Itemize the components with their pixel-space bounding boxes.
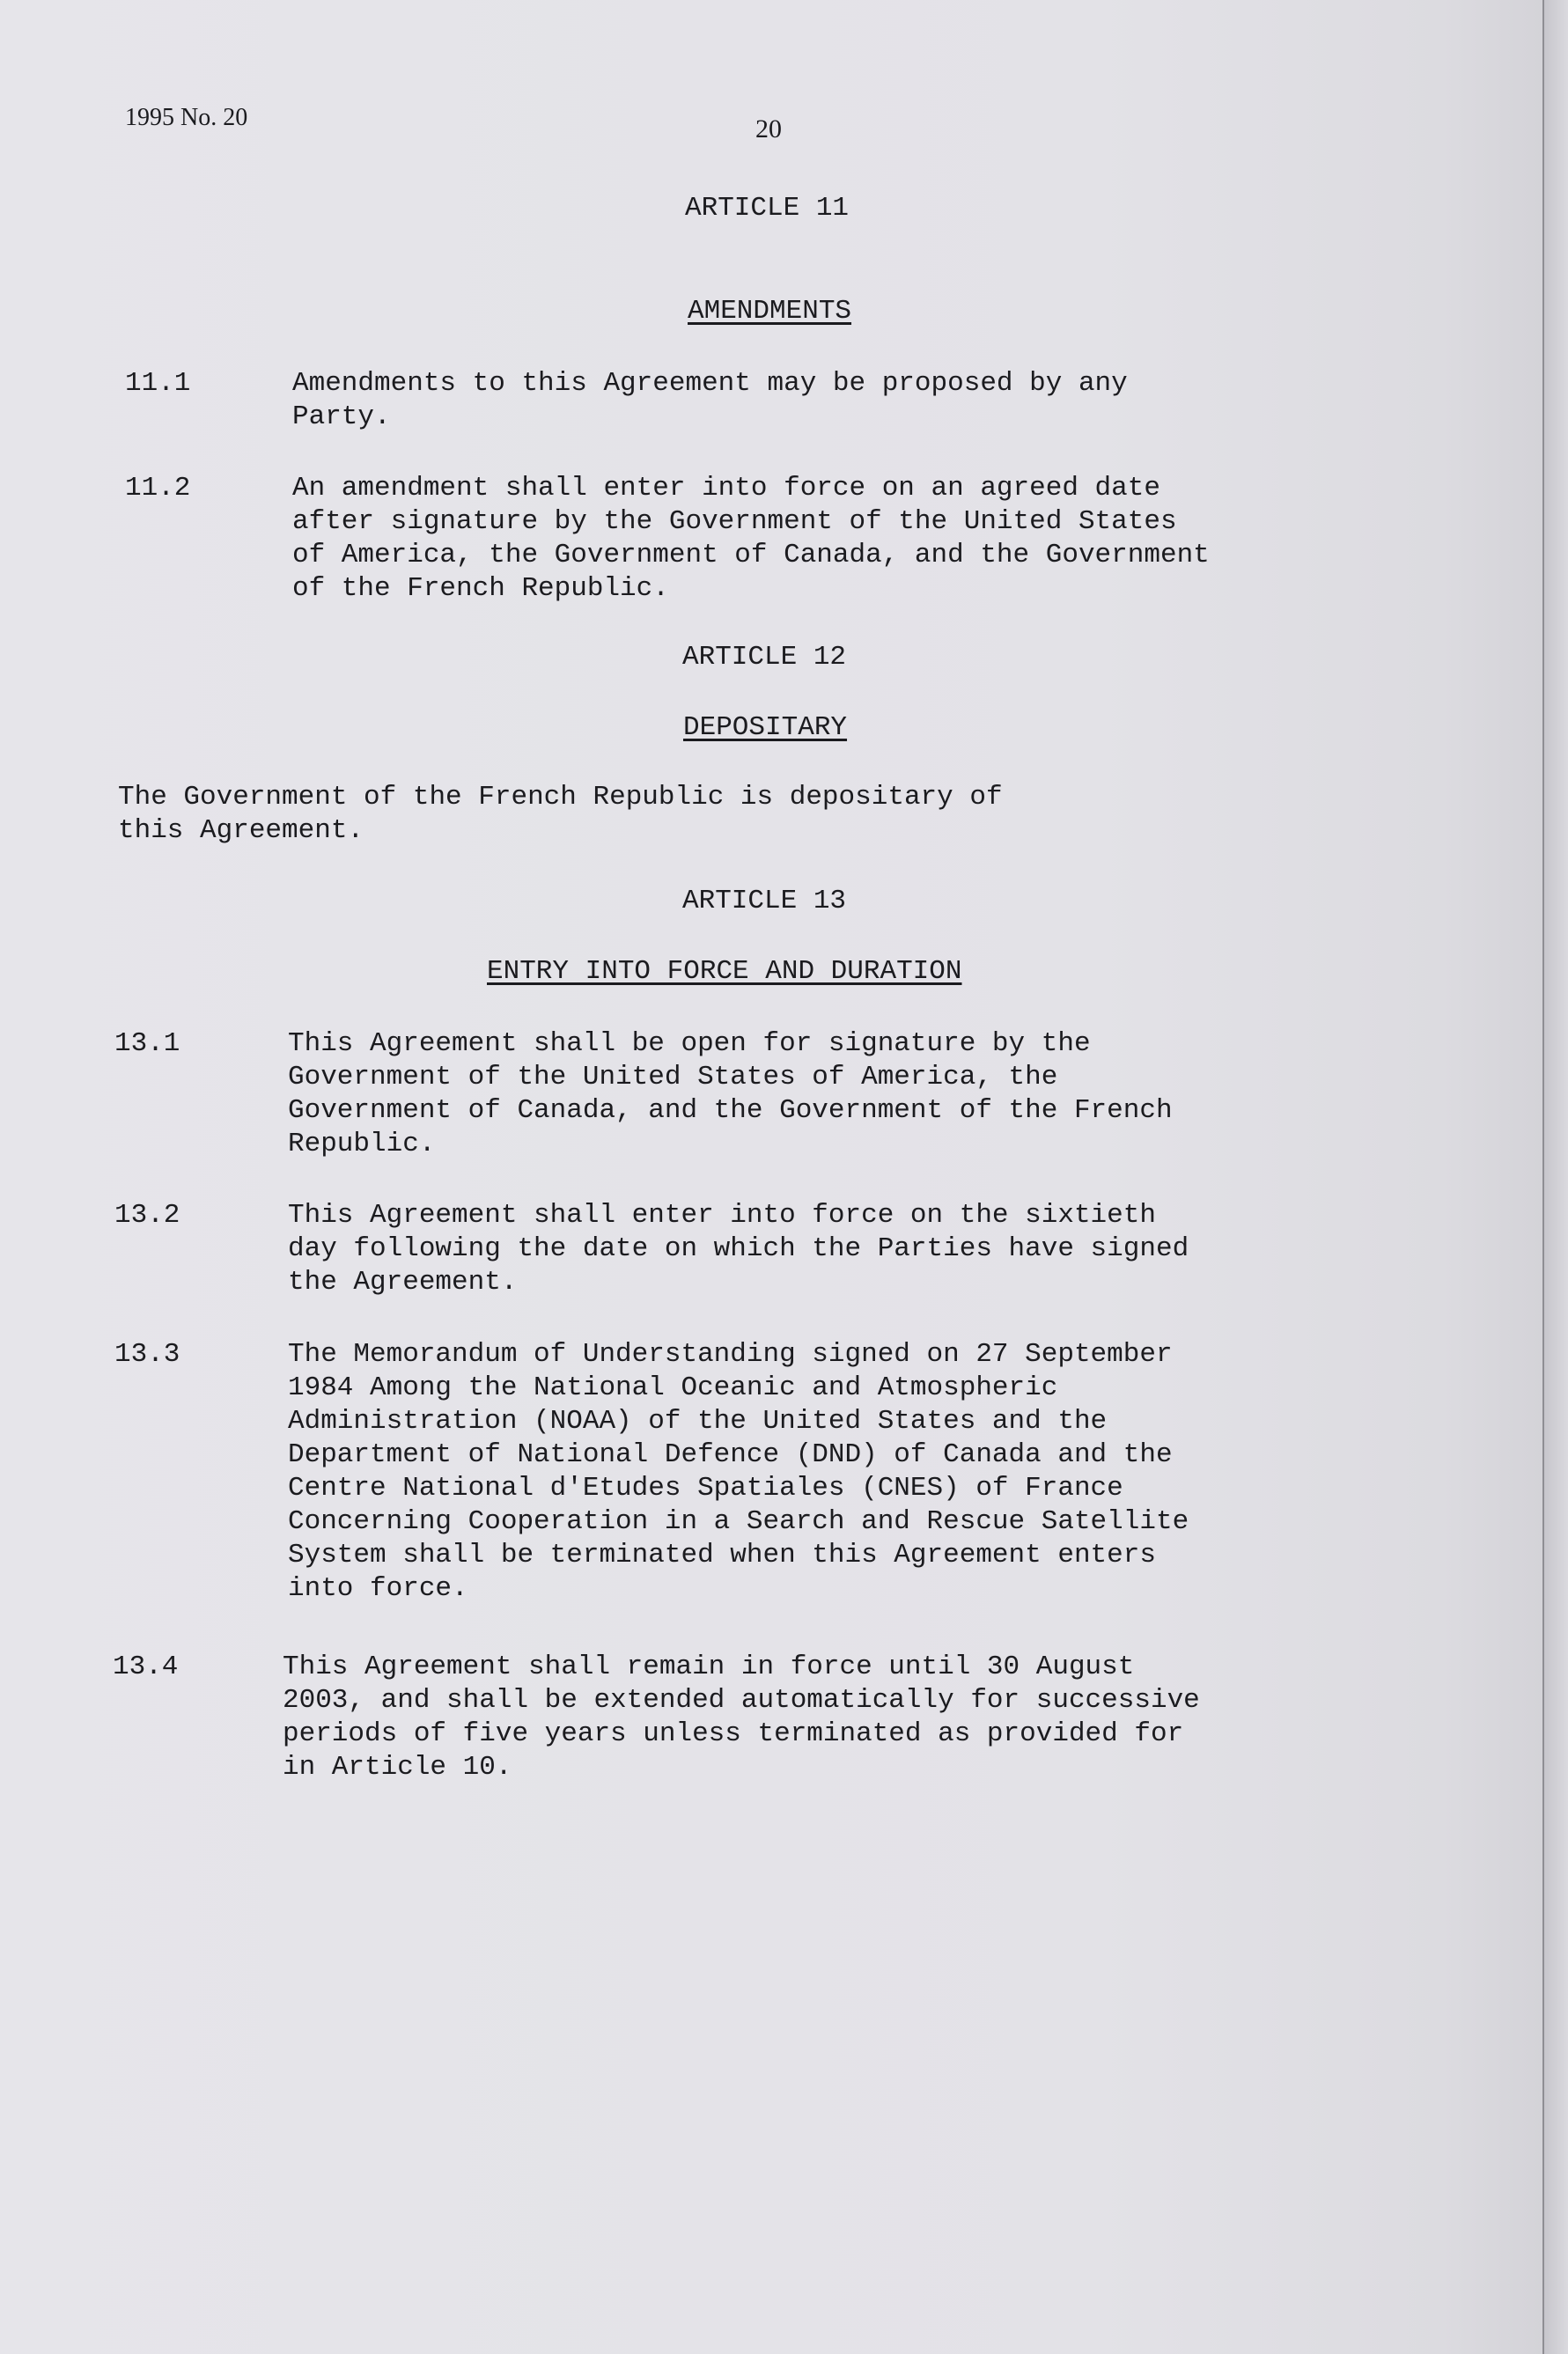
article-13-title: ARTICLE 13	[682, 886, 847, 916]
clause-13-2	[114, 1199, 1435, 1305]
article-12-title: ARTICLE 12	[682, 642, 847, 673]
article-11-subtitle: AMENDMENTS	[688, 296, 852, 327]
clause-number: 13.4	[113, 1651, 179, 1682]
clause-11-1	[125, 367, 1428, 438]
article-12-text: The Government of the French Republic is depositary of this Agreement.	[118, 782, 1003, 846]
clause-number: 13.1	[114, 1028, 180, 1059]
clause-number: 13.3	[114, 1339, 180, 1370]
clause-text: This Agreement shall be open for signature by the Government of the United States of America, the Government of Canada, and the Government of the French Republic.	[288, 1028, 1173, 1159]
clause-text: This Agreement shall enter into force on the sixtieth day following the date on which the Parties have signed the Agreement.	[288, 1200, 1189, 1298]
clause-text: This Agreement shall remain in force until 30 August 2003, and shall be extended automatically for successive periods of five years unless terminated as provided for in Article 10.	[283, 1651, 1200, 1783]
clause-number: 11.2	[125, 473, 191, 504]
clause-text: An amendment shall enter into force on an agreed date after signature by the Government of the United States of America, the Government of Canada, and the Government of the French Republic.	[292, 473, 1210, 604]
clause-text: The Memorandum of Understanding signed on 27 September 1984 Among the National Oceanic and Atmospheric Administration (NOAA) of the United States and the Department of National Defence (DND) of Canada and the Centre National d'Etudes Spatiales (CNES) of France Concerning Cooperation in a Search and Rescue Satellite System shall be terminated when this Agreement enters into force.	[288, 1339, 1189, 1604]
article-13-subtitle: ENTRY INTO FORCE AND DURATION	[487, 956, 962, 987]
clause-number: 11.1	[125, 368, 191, 399]
page-number: 20	[755, 114, 782, 143]
clause-text: Amendments to this Agreement may be proposed by any Party.	[292, 368, 1128, 432]
clause-11-2	[125, 472, 1428, 613]
article-12-subtitle: DEPOSITARY	[683, 712, 848, 743]
clause-number: 13.2	[114, 1200, 180, 1231]
clause-13-3	[114, 1338, 1444, 1611]
page-edge-shadow	[1544, 0, 1568, 2354]
clause-13-1	[114, 1027, 1435, 1168]
document-reference: 1995 No. 20	[125, 104, 248, 131]
clause-13-4	[113, 1651, 1451, 1791]
article-11-title: ARTICLE 11	[685, 193, 850, 224]
